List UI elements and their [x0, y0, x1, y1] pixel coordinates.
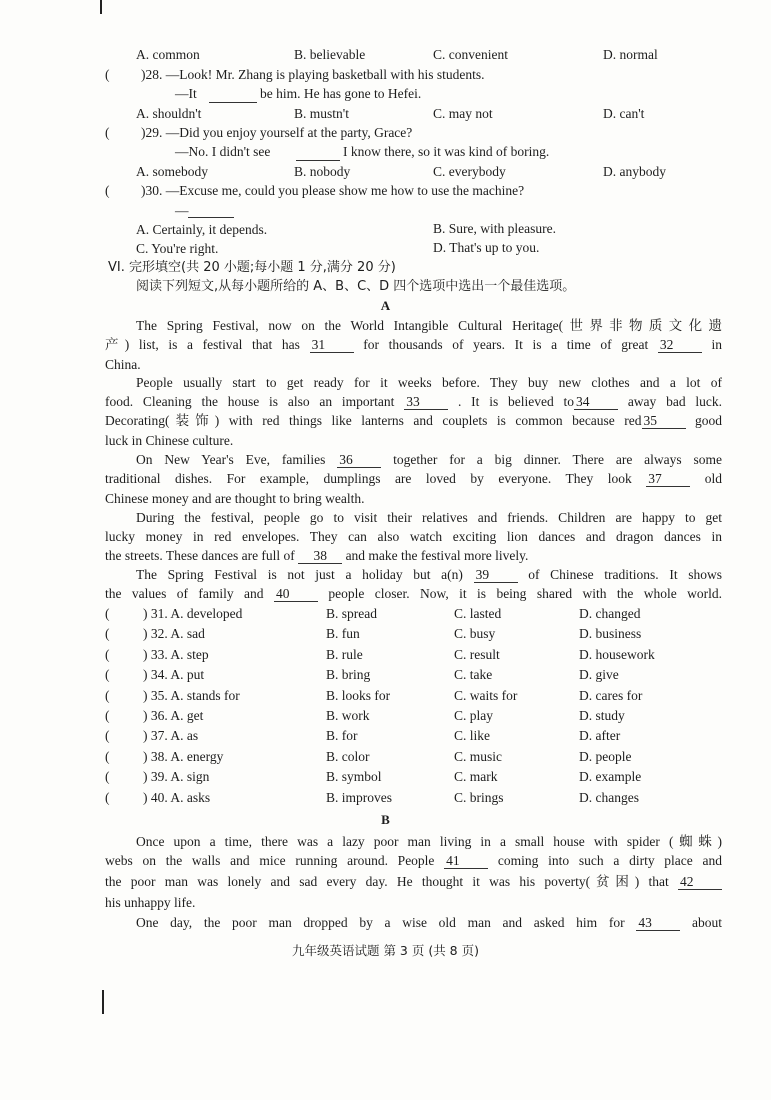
passage-line: The Spring Festival, now on the World Intangible Cultural Heritage(世界非物质文化遗 — [136, 318, 722, 333]
blank-31[interactable]: 31 — [310, 338, 354, 353]
option-c: C. lasted — [454, 606, 502, 621]
answer-blank[interactable] — [296, 144, 340, 161]
option-d: D. can't — [603, 106, 645, 121]
option-a: ) 31. A. developed — [143, 606, 243, 621]
passage-line: People usually start to get ready for it weeks before. They buy new clothes and a lot of — [136, 375, 722, 390]
option-d: D. housework — [579, 647, 655, 662]
answer-paren: ( — [105, 125, 110, 140]
option-d: D. after — [579, 728, 621, 743]
option-b: B. fun — [326, 626, 360, 641]
passage-line: During the festival, people go to visit their relatives and friends. Children are happy to get — [136, 510, 722, 525]
passage-line: 产) list, is a festival that has 31 for thousands of years. It is a time of great 32 in — [105, 337, 722, 352]
option-a: ) 33. A. step — [143, 647, 209, 662]
passage-label: A — [380, 298, 391, 313]
answer-paren[interactable]: ( — [105, 790, 110, 805]
option-b: B. spread — [326, 606, 377, 621]
option-b: B. color — [326, 749, 370, 764]
option-b: B. work — [326, 708, 370, 723]
passage-line: the streets. These dances are full of 38 and make the festival more lively. — [105, 548, 529, 563]
option-a: A. shouldn't — [136, 106, 202, 121]
blank-35[interactable]: 35 — [642, 414, 686, 429]
option-a: ) 36. A. get — [143, 708, 204, 723]
passage-line: Chinese money and are thought to bring wealth. — [105, 491, 365, 506]
option-c: C. busy — [454, 626, 496, 641]
option-d: D. That's up to you. — [433, 240, 540, 255]
question-line-2b: I know there, so it was kind of boring. — [343, 144, 550, 159]
blank-37[interactable]: 37 — [646, 472, 690, 487]
passage-line: On New Year's Eve, families 36 together for a big dinner. There are always some — [136, 452, 722, 467]
option-b: B. Sure, with pleasure. — [433, 221, 556, 236]
passage-line: his unhappy life. — [105, 895, 196, 910]
passage-line: the values of family and 40 people closer. Now, it is being shared with the whole world. — [105, 586, 722, 601]
section-instruction: 阅读下列短文,从每小题所给的 A、B、C、D 四个选项中选出一个最佳选项。 — [136, 279, 576, 294]
answer-paren[interactable]: ( — [105, 626, 110, 641]
option-b: B. for — [326, 728, 358, 743]
blank-36[interactable]: 36 — [337, 453, 381, 468]
q27-option-c: C. convenient — [433, 47, 508, 62]
option-c: C. like — [454, 728, 490, 743]
question-stem: )30. —Excuse me, could you please show me how to use the machine? — [141, 183, 525, 198]
blank-33[interactable]: 33 — [404, 395, 448, 410]
answer-paren[interactable]: ( — [105, 606, 110, 621]
binding-mark-top — [100, 0, 102, 14]
option-a: ) 32. A. sad — [143, 626, 205, 641]
passage-line: The Spring Festival is not just a holiday but a(n) 39 of Chinese traditions. It shows — [136, 567, 722, 582]
response-dash: — — [175, 203, 189, 218]
passage-line: lucky money in red envelopes. They can also watch exciting lion dances and dragon dances in — [105, 529, 722, 544]
answer-paren[interactable]: ( — [105, 688, 110, 703]
passage-line: China. — [105, 357, 141, 372]
passage-line: One day, the poor man dropped by a wise old man and asked him for 43 about — [136, 915, 722, 930]
blank-39[interactable]: 39 — [474, 568, 518, 583]
option-a: A. Certainly, it depends. — [136, 222, 268, 237]
passage-line: traditional dishes. For example, dumplings are loved by everyone. They look 37 old — [105, 471, 722, 486]
option-d: D. changes — [579, 790, 639, 805]
q27-option-d: D. normal — [603, 47, 658, 62]
option-c: C. result — [454, 647, 500, 662]
option-d: D. study — [579, 708, 625, 723]
answer-blank[interactable] — [209, 86, 257, 103]
blank-38[interactable]: 38 — [298, 549, 342, 564]
option-b: B. mustn't — [294, 106, 349, 121]
passage-line: luck in Chinese culture. — [105, 433, 234, 448]
option-a: ) 34. A. put — [143, 667, 205, 682]
option-c: C. play — [454, 708, 493, 723]
answer-paren: ( — [105, 183, 110, 198]
answer-paren[interactable]: ( — [105, 667, 110, 682]
option-a: ) 39. A. sign — [143, 769, 210, 784]
option-c: C. brings — [454, 790, 504, 805]
option-b: B. symbol — [326, 769, 382, 784]
question-stem: )28. —Look! Mr. Zhang is playing basketball with his students. — [141, 67, 485, 82]
answer-paren[interactable]: ( — [105, 769, 110, 784]
option-b: B. bring — [326, 667, 371, 682]
option-d: D. example — [579, 769, 642, 784]
section-title: VI. 完形填空(共 20 小题;每小题 1 分,满分 20 分) — [108, 260, 396, 275]
option-d: D. give — [579, 667, 619, 682]
option-c: C. everybody — [433, 164, 506, 179]
option-c: C. You're right. — [136, 241, 219, 256]
passage-line: the poor man was lonely and sad every day. He thought it was his poverty(贫困) that 42 — [105, 874, 722, 890]
option-c: C. may not — [433, 106, 493, 121]
option-d: D. changed — [579, 606, 641, 621]
question-line-2a: —No. I didn't see — [175, 144, 271, 159]
option-b: B. looks for — [326, 688, 391, 703]
blank-41[interactable]: 41 — [444, 854, 488, 869]
option-b: B. rule — [326, 647, 363, 662]
option-c: C. take — [454, 667, 493, 682]
answer-paren[interactable]: ( — [105, 749, 110, 764]
blank-40[interactable]: 40 — [274, 587, 318, 602]
option-a: ) 40. A. asks — [143, 790, 211, 805]
passage-line: Once upon a time, there was a lazy poor man living in a small house with spider (蜘蛛) — [136, 834, 722, 849]
passage-line: Decorating(装饰) with red things like lanterns and couplets is common because red 35 good — [105, 413, 722, 428]
option-c: C. music — [454, 749, 503, 764]
option-c: C. waits for — [454, 688, 518, 703]
question-line-2a: —It — [175, 86, 197, 101]
blank-34[interactable]: 34 — [574, 395, 618, 410]
passage-line: webs on the walls and mice running around. People 41 coming into such a dirty place and — [105, 853, 722, 868]
binding-mark-bottom — [102, 990, 104, 1014]
answer-paren[interactable]: ( — [105, 647, 110, 662]
option-b: B. nobody — [294, 164, 351, 179]
question-stem: )29. —Did you enjoy yourself at the party, Grace? — [141, 125, 413, 140]
option-a: ) 38. A. energy — [143, 749, 224, 764]
option-a: ) 35. A. stands for — [143, 688, 240, 703]
q27-option-a: A. common — [136, 47, 200, 62]
option-d: D. cares for — [579, 688, 643, 703]
option-c: C. mark — [454, 769, 498, 784]
answer-paren[interactable]: ( — [105, 728, 110, 743]
question-line-2b: be him. He has gone to Hefei. — [260, 86, 422, 101]
q27-option-b: B. believable — [294, 47, 366, 62]
blank-42[interactable]: 42 — [678, 875, 722, 890]
answer-paren: ( — [105, 67, 110, 82]
option-d: D. people — [579, 749, 632, 764]
option-a: A. somebody — [136, 164, 208, 179]
passage-line: food. Cleaning the house is also an important 33 . It is believed to 34 away bad luck. — [105, 394, 722, 409]
page-footer: 九年级英语试题 第 3 页 (共 8 页) — [291, 943, 479, 958]
option-d: D. anybody — [603, 164, 666, 179]
answer-paren[interactable]: ( — [105, 708, 110, 723]
option-d: D. business — [579, 626, 642, 641]
option-a: ) 37. A. as — [143, 728, 199, 743]
blank-43[interactable]: 43 — [636, 916, 680, 931]
option-b: B. improves — [326, 790, 392, 805]
answer-blank[interactable] — [188, 201, 234, 218]
blank-32[interactable]: 32 — [658, 338, 702, 353]
passage-label: B — [381, 812, 390, 827]
